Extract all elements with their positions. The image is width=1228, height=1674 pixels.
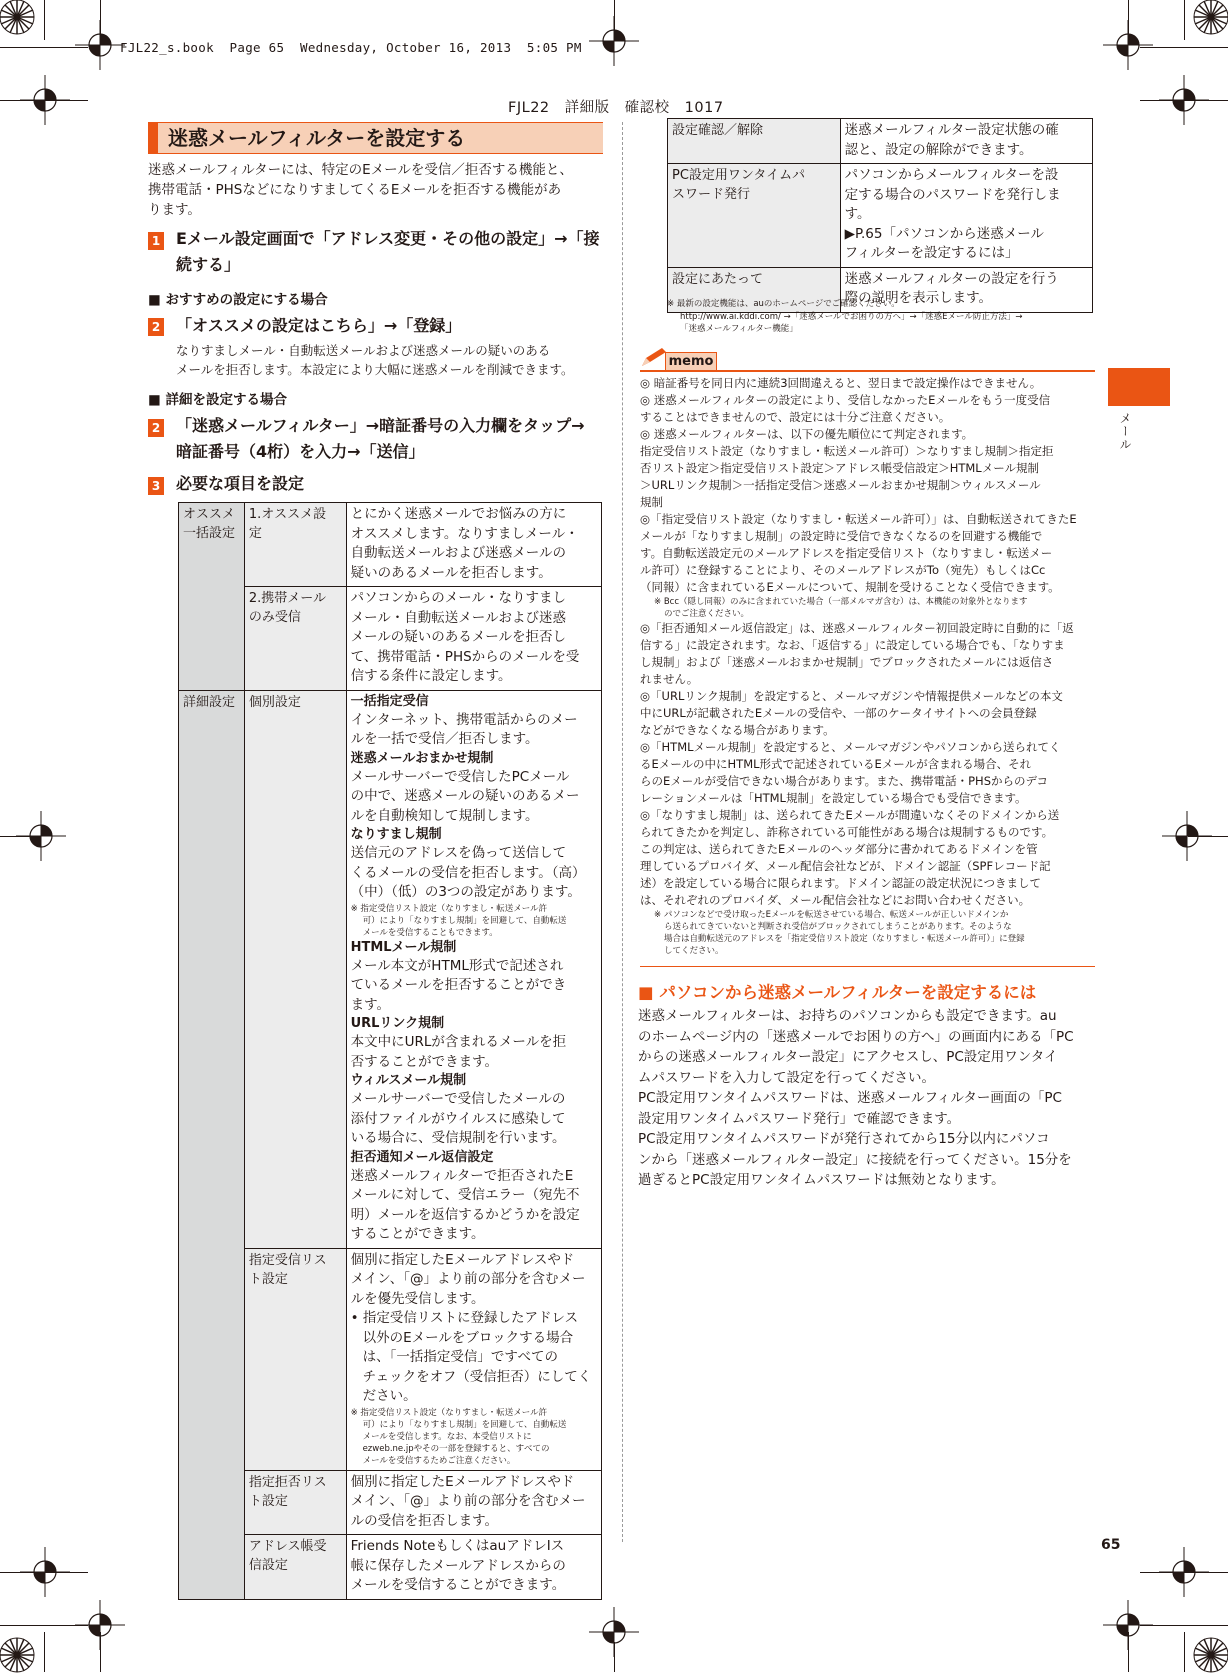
section-intro: 迷惑メールフィルターには、特定のEメールを受信／拒否する機能と、 携帯電話・PHSなどになりすましてくるEメールを拒否する機能があ ります。 (148, 162, 573, 218)
category-detail: 詳細設定 (179, 690, 245, 1599)
right-settings-table (667, 118, 1093, 313)
memo-label: memo (665, 352, 717, 371)
desc-kobetsu: 一括指定受信 インターネット、携帯電話からのメー ルを一括で受信／拒否します。 迷惑メールおまかせ規制 メールサーバーで受信したPCメール の中で、迷惑メールの疑いのあるメー ルを自動検知して規制します。 なりすまし規制 送信元のアドレスを偽って送信して くるメールの受信を拒否します。（高） （中）（低）の3つの設定があります。 ※ 指定受信リスト設定（なりすまし・転送メール許 可）により「なりすまし規制」を回避して、自動転送 メールを受信することもできます。 HTMLメール規制 メール本文がHTML形式で記述され ているメールを拒否することができ ます。 URLリンク規制 本文中にURLが含まれるメールを拒 否することができます。 ウィルスメール規制 メールサーバーで受信したメールの 添付ファイルがウイルスに感染して いる場合に、受信規制を行います。 拒否通知メール返信設定 迷惑メールフィルターで拒否されたE メールに対して、受信エラー（宛先不 明）メールを返信するかどうかを設定 することができます。 (346, 690, 601, 1248)
registration-mark-top-right (1103, 20, 1153, 70)
memo-sub-note: ※ Bcc（隠し同報）のみに含まれていた場合（一部メルマガ含む）は、本機能の対象外となります のでご注意ください。 (654, 597, 1028, 619)
registration-mark-top-right-2 (1159, 75, 1209, 125)
step-2b-badge: 2 (148, 419, 164, 437)
desc-shitei-kyohi: 個別に指定したEメールアドレスやド メイン、「@」より前の部分を含むメー ルの受信を拒否します。 (346, 1470, 601, 1535)
registration-mark-right-center (1162, 811, 1212, 861)
document-label: FJL22 詳細版 確認校 1017 (508, 100, 724, 116)
recommended-heading: ■ おすすめの設定にする場合 (148, 292, 328, 308)
memo-item: ◎ 迷惑メールフィルターは、以下の優先順位にて判定されます。 指定受信リスト設定（なりすまし・転送メール許可）＞なりすまし規制＞指定拒 否リスト設定＞指定受信リスト設定＞アドレス帳受信設定＞HTMLメール規制 ＞URLリンク規制＞一括指定受信＞迷惑メールおまかせ規制＞ウィルスメール 規制 (640, 427, 1054, 509)
category-osusume: オススメ 一括設定 (179, 503, 245, 691)
memo-item: ◎「URLリンク規制」を設定すると、メールマガジンや情報提供メールなどの本文 中にURLが記載されたEメールの受信や、一部のケータイサイトへの会員登録 などができなくなる場合があります。 (640, 689, 1063, 737)
step-2-badge: 2 (148, 318, 164, 336)
side-tab (1108, 368, 1170, 406)
sunburst-mark-bottom-right (1192, 1636, 1228, 1674)
row-label-onetime: PC設定用ワンタイムパ スワード発行 (668, 164, 841, 268)
sub-kobetsu: 個別設定 (244, 690, 346, 1248)
sub-address: アドレス帳受 信設定 (244, 1535, 346, 1600)
settings-table (178, 502, 602, 1600)
table-row (179, 503, 602, 587)
memo-end-rule (640, 966, 1095, 967)
table-row (179, 690, 602, 1248)
desc-osusume-1: とにかく迷惑メールでお悩みの方に オススメします。なりすましメール・ 自動転送メールおよび迷惑メールの 疑いのあるメールを拒否します。 (346, 503, 601, 587)
recommended-step-text: 「オススメの設定はこちら」→「登録」 (176, 316, 462, 335)
registration-mark-bottom-right (1103, 1600, 1153, 1650)
detail-step-2-text: 「迷惑メールフィルター」→暗証番号の入力欄をタップ→ 暗証番号（4桁）を入力→「送信」 (176, 416, 585, 461)
memo-rule (640, 370, 1095, 372)
detail-heading: ■ 詳細を設定する場合 (148, 392, 287, 408)
registration-mark-bottom-center (589, 1607, 639, 1657)
row-desc-confirm: 迷惑メールフィルター設定状態の確 認と、設定の解除ができます。 (840, 119, 1092, 164)
registration-mark-top-center (589, 16, 639, 66)
sub-shitei-kyohi: 指定拒否リス ト設定 (244, 1470, 346, 1535)
sunburst-mark-top-left (0, 0, 36, 36)
recommended-desc: なりすましメール・自動転送メールおよび迷惑メールの疑いのある メールを拒否します。本設定により大幅に迷惑メールを削減できます。 (176, 343, 574, 377)
registration-mark-bottom-left (20, 1547, 70, 1597)
section-title: 迷惑メールフィルターを設定する (148, 122, 603, 154)
registration-mark-bottom-right-2 (1159, 1547, 1209, 1597)
step-1-badge: 1 (148, 232, 164, 250)
desc-shitei-jushin: 個別に指定したEメールアドレスやド メイン、「@」より前の部分を含むメー ルを優先受信します。 • 指定受信リストに登録したアドレス 以外のEメールをブロックする場合 は、「一括指定受信」ですべての チェックをオフ（受信拒否）にしてく ださい。 ※ 指定受信リスト設定（なりすまし・転送メール許 可）により「なりすまし規制」を回避して、自動転送 メールを受信します。なお、本受信リストに ezweb.ne.jpやその一部を登録すると、すべての メールを受信するためご注意ください。 (346, 1248, 601, 1470)
registration-mark-left-center (16, 811, 66, 861)
registration-mark-bottom-left-2 (75, 1600, 125, 1650)
side-tab-label: メール (1118, 412, 1132, 451)
desc-osusume-2: パソコンからのメール・なりすまし メール・自動転送メールおよび迷惑 メールの疑いのあるメールを拒否し て、携帯電話・PHSからのメールを受 信する条件に設定します。 (346, 587, 601, 691)
memo-item: ◎「指定受信リスト設定（なりすまし・転送メール許可）」は、自動転送されてきたE メールが「なりすまし規制」の設定時に受信できなくなるのを回避する機能で す。自動転送設定元のメールアドレスを指定受信リスト（なりすまし・転送メー ル許可）に登録することにより、そのメールアドレスがTo（宛先）もしくはCc （同報）に含まれているEメールについて、規制を受けることなく受信できます。 (640, 512, 1077, 594)
row-desc-onetime: パソコンからメールフィルターを設 定する場合のパスワードを発行しま す。 ▶P.65「パソコンから迷惑メール フィルターを設定するには」 (840, 164, 1092, 268)
detail-step-3-text: 必要な項目を設定 (176, 474, 305, 493)
row-label-confirm: 設定確認／解除 (668, 119, 841, 164)
memo-list (640, 375, 1095, 957)
table-row (668, 164, 1093, 268)
memo-item: ◎ 暗証番号を同日内に連続3回間違えると、翌日まで設定操作はできません。 (640, 376, 1042, 390)
row-desc-about: 迷惑メールフィルターの設定を行う 際の説明を表示します。 (840, 267, 1092, 312)
page-number: 65 (1101, 1537, 1121, 1553)
memo-item: ◎「HTMLメール規制」を設定すると、メールマガジンやパソコンから送られてく るEメールの中にHTML形式で記述されているEメールが含まれる場合、それ らのEメールが受信できない場合があります。また、携帯電話・PHSからのデコ レーションメールは「HTML規制」を設定している場合でも受信できます。 (640, 740, 1061, 805)
sub-osusume-2: 2.携帯メール のみ受信 (244, 587, 346, 691)
book-info: FJL22_s.book Page 65 Wednesday, October 16, 2013 5:05 PM (120, 40, 582, 55)
column-divider (622, 122, 623, 1542)
sunburst-mark-bottom-left (0, 1636, 36, 1674)
sunburst-mark-top-right (1192, 0, 1228, 36)
memo-sub-note: ※ パソコンなどで受け取ったEメールを転送させている場合、転送メールが正しいドメインか ら送られてきていないと判断され受信がブロックされてしまうことがあります。そのような 場合は自動転送元のアドレスを「指定受信リスト設定（なりすまし・転送メール許可）」に登録 してください。 (654, 910, 1025, 956)
memo-item: ◎ 迷惑メールフィルターの設定により、受信しなかったEメールをもう一度受信 することはできませんので、設定には十分ご注意ください。 (640, 393, 1051, 424)
registration-mark-top-left (75, 20, 125, 70)
pencil-icon (640, 346, 668, 368)
memo-item: ◎「なりすまし規制」は、送られてきたEメールが間違いなくそのドメインから送 られてきたかを判定し、詐称されている可能性がある場合は規制するものです。 この判定は、送られてきたEメールのヘッダ部分に書かれてあるドメインを管 理しているプロバイダ、メール配信会社などが、ドメイン認証（SPFレコード記 述）を設定している場合に限られます。ドメイン認証の設定状況につきまして は、それぞれのプロバイダ、メール配信会社などにお問い合わせください。 (640, 808, 1060, 907)
desc-address: Friends NoteもしくはauアドレIス 帳に保存したメールアドレスからの メールを受信することができます。 (346, 1535, 601, 1600)
right-table-note: ※ 最新の設定機能は、auのホームページでご確認ください。 http://www.ai.kddi.com/ →「迷惑メールでお困りの方へ」→「迷惑Eメール防止方法」→ 「迷惑メールフィルター機能」 (667, 299, 1023, 334)
pc-section-body: 迷惑メールフィルターは、お持ちのパソコンからも設定できます。au のホームページ内の「迷惑メールでお困りの方へ」の画面内にある「PC からの迷惑メールフィルター設定」にアクセスし、PC設定用ワンタイ ムパスワードを入力して設定を行ってください。 PC設定用ワンタイムパスワードは、迷惑メールフィルター画面の「PC 設定用ワンタイムパスワード発行」で確認できます。 PC設定用ワンタイムパスワードが発行されてから15分以内にパソコ ンから「迷惑メールフィルター設定」に接続を行ってください。15分を 過ぎるとPC設定用ワンタイムパスワードは無効となります。 (638, 1008, 1074, 1188)
table-row (668, 119, 1093, 164)
pc-section-title: ■ パソコンから迷惑メールフィルターを設定するには (638, 983, 1037, 1002)
row-label-about: 設定にあたって (668, 267, 841, 312)
sub-shitei-jushin: 指定受信リス ト設定 (244, 1248, 346, 1470)
step-1-text: Eメール設定画面で「アドレス変更・その他の設定」→「接 続する」 (176, 229, 600, 274)
registration-mark-top-left-2 (20, 75, 70, 125)
memo-item: ◎「拒否通知メール返信設定」は、迷惑メールフィルター初回設定時に自動的に「返 信する」に設定されます。なお、「返信する」に設定している場合でも、「なりすま し規制」および「迷惑メールおまかせ規制」でブロックされたメールには返信さ れません。 (640, 621, 1074, 686)
step-3-badge: 3 (148, 477, 164, 495)
sub-osusume-1: 1.オススメ設 定 (244, 503, 346, 587)
